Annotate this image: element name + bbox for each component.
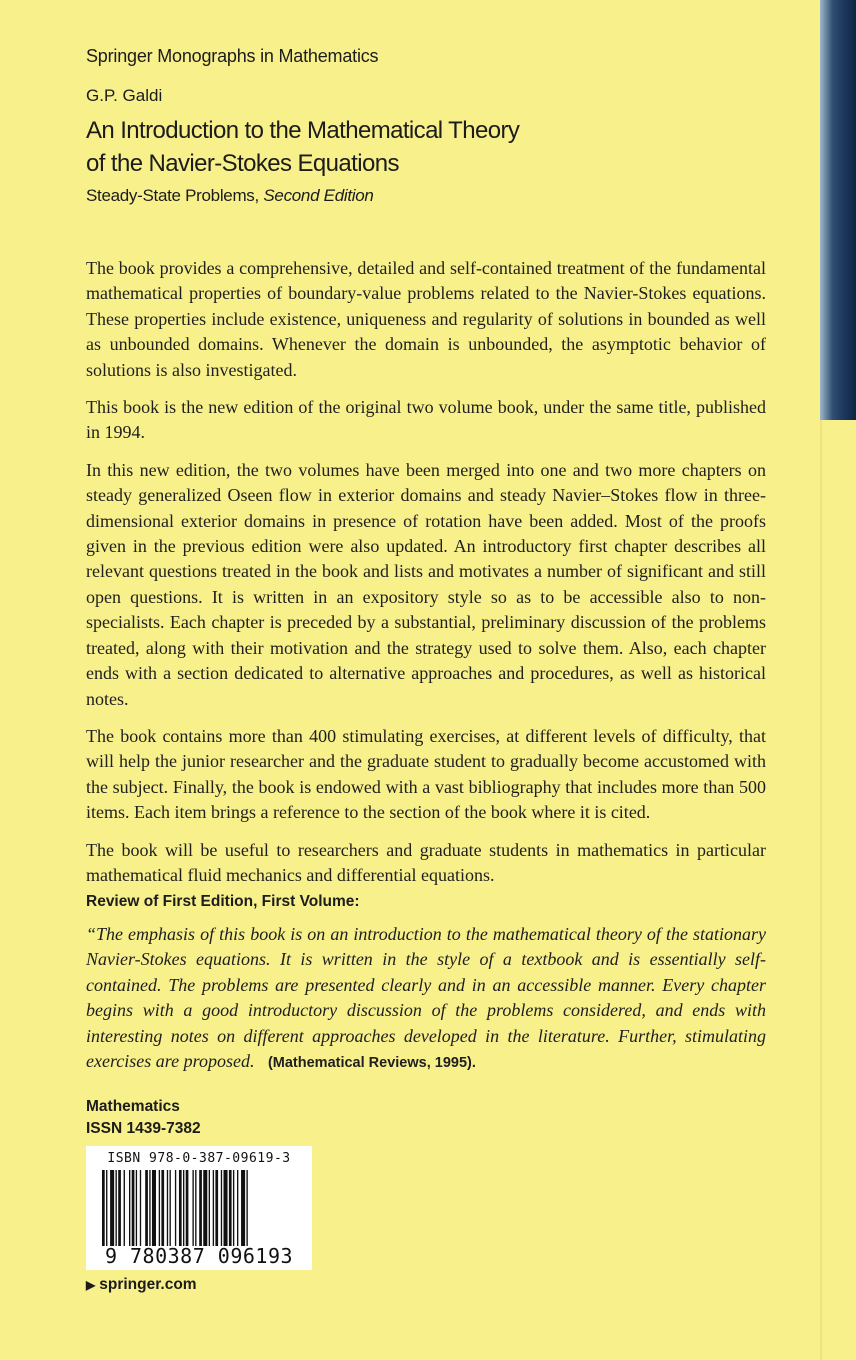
description-paragraph: This book is the new edition of the original two volume book, under the same title, published in 1994. bbox=[86, 397, 766, 443]
barcode-bar bbox=[203, 1170, 207, 1246]
barcode-bar bbox=[116, 1170, 117, 1246]
barcode-bar bbox=[167, 1170, 168, 1246]
subtitle-main: Steady-State Problems, bbox=[86, 186, 259, 205]
barcode-bar bbox=[161, 1170, 164, 1246]
review-text: “The emphasis of this book is on an introduction to the mathematical theory of the stationary Navier-Stokes equations. It is written in the style of a textbook and is essentially self-contained. The problems are presented clearly and in an accessible manner. Every chapter begins with a good introductory discussion of the problems considered, and ends with interesting notes on different approaches developed in the literature. Further, stimulating exercises are proposed. bbox=[86, 924, 766, 1072]
barcode-bar bbox=[149, 1170, 150, 1246]
barcode bbox=[86, 1146, 312, 1270]
review-source: (Mathematical Reviews, 1995). bbox=[267, 1055, 476, 1072]
barcode-bar bbox=[195, 1170, 196, 1246]
issn-label: ISSN 1439-7382 bbox=[86, 1120, 201, 1137]
barcode-bar bbox=[179, 1170, 182, 1246]
barcode-bar bbox=[110, 1170, 114, 1246]
barcode-bar bbox=[152, 1170, 156, 1246]
barcode-bar bbox=[170, 1170, 171, 1246]
author-name: G.P. Galdi bbox=[86, 86, 163, 105]
barcode-bar bbox=[199, 1170, 202, 1246]
barcode-bar bbox=[221, 1170, 222, 1246]
barcode-bar bbox=[215, 1170, 218, 1246]
description-paragraph: The book contains more than 400 stimulating exercises, at different levels of difficulty, that will help the junior researcher and the graduate student to gradually become accustomed with the subject. Finally, the book is endowed with a vast bibliography that includes more than 500 items. Each item brings a reference to the section of the book where it is cited. bbox=[86, 725, 766, 823]
barcode-bar bbox=[140, 1170, 141, 1246]
series-name: Springer Monographs in Mathematics bbox=[86, 46, 379, 66]
barcode-bar bbox=[224, 1170, 228, 1246]
review-quote bbox=[86, 922, 766, 1076]
title-line-1: An Introduction to the Mathematical Theory bbox=[86, 117, 520, 144]
description-paragraph: In this new edition, the two volumes have been merged into one and two more chapters on steady generalized Oseen flow in exterior domains and steady Navier–Stokes flow in three-dimensional exterior domains in presence of rotation have been added. Most of the proofs given in the previous edition were also updated. An introductory first chapter describes all relevant questions treated in the book and lists and motivates a number of significant and still open questions. It is written in an expository style so as to be accessible also to non-specialists. Each chapter is preceded by a substantial, preliminary discussion of the problems treated, along with their motivation and the strategy used to solve them. Also, each chapter ends with a section dedicated to alternative approaches and procedures, as well as historical notes. bbox=[86, 459, 766, 709]
subject-label: Mathematics bbox=[86, 1098, 180, 1115]
barcode-bar bbox=[192, 1170, 193, 1246]
barcode-bar bbox=[118, 1170, 121, 1246]
barcode-bar bbox=[145, 1170, 148, 1246]
description-paragraph: The book provides a comprehensive, detailed and self-contained treatment of the fundamental mathematical properties of boundary-value problems related to the Navier-Stokes equations. These properties include existence, uniqueness and regularity of solutions in bounded as well as unbounded domains. Whenever the domain is unbounded, the asymptotic behavior of solutions is also investigated. bbox=[86, 258, 766, 380]
publisher-website[interactable] bbox=[86, 1276, 197, 1294]
arrow-right-icon: ▶ bbox=[86, 1278, 96, 1292]
barcode-bar bbox=[186, 1170, 189, 1246]
subtitle-edition: Second Edition bbox=[263, 186, 374, 205]
description-paragraph: The book will be useful to researchers and graduate students in mathematics in particular mathematical fluid mechanics and differential equations. bbox=[86, 839, 766, 885]
barcode-bar bbox=[132, 1170, 135, 1246]
barcode-bar bbox=[129, 1170, 130, 1246]
barcode-bar bbox=[183, 1170, 184, 1246]
barcode-bar bbox=[229, 1170, 232, 1246]
book-subtitle bbox=[86, 186, 374, 206]
barcode-bar bbox=[213, 1170, 214, 1246]
subject-block bbox=[86, 1096, 201, 1140]
website-text: springer.com bbox=[99, 1276, 197, 1293]
barcode-bar bbox=[175, 1170, 176, 1246]
barcode-bar bbox=[209, 1170, 210, 1246]
barcode-bar bbox=[106, 1170, 107, 1246]
review-heading: Review of First Edition, First Volume: bbox=[86, 893, 360, 910]
spine-edge bbox=[820, 420, 822, 1360]
barcode-bar bbox=[246, 1170, 247, 1246]
barcode-bar bbox=[124, 1170, 125, 1246]
spine-strip bbox=[820, 0, 856, 420]
title-line-2: of the Navier-Stokes Equations bbox=[86, 150, 399, 177]
isbn-label: ISBN 978-0-387-09619-3 bbox=[107, 1151, 291, 1166]
book-title bbox=[86, 114, 786, 180]
barcode-bar bbox=[241, 1170, 245, 1246]
barcode-digits: 9 780387 096193 bbox=[104, 1244, 294, 1268]
description bbox=[86, 256, 766, 900]
barcode-bar bbox=[136, 1170, 137, 1246]
barcode-bar bbox=[102, 1170, 105, 1246]
barcode-bar bbox=[233, 1170, 234, 1246]
barcode-bars bbox=[102, 1170, 296, 1246]
barcode-bar bbox=[159, 1170, 160, 1246]
barcode-bar bbox=[237, 1170, 238, 1246]
